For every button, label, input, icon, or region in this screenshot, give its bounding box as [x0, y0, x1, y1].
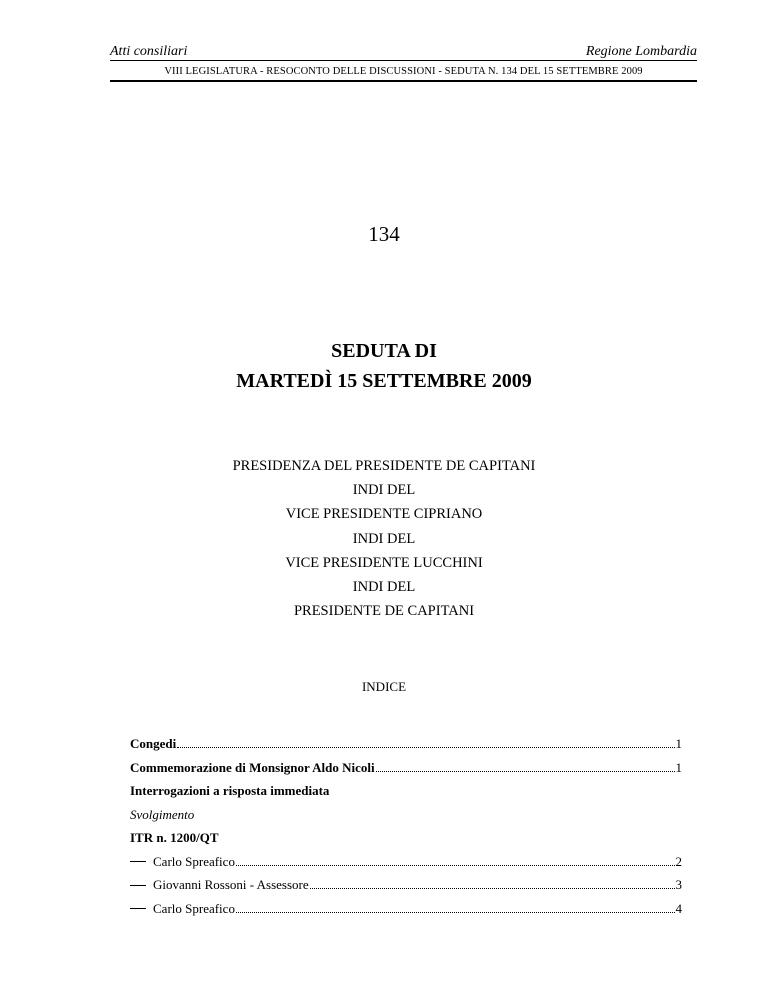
toc-entry-speaker[interactable]	[130, 877, 682, 901]
toc-entry-speaker[interactable]	[130, 854, 682, 878]
header-rule-bottom	[110, 80, 697, 82]
toc-subsection-svolgimento	[130, 807, 682, 831]
presidency-line: VICE PRESIDENTE LUCCHINI	[285, 554, 483, 571]
toc-entry-label: Congedi	[130, 736, 177, 751]
em-dash-marker	[130, 885, 146, 886]
session-title-line1: SEDUTA DI	[331, 340, 437, 362]
presidency-line: INDI DEL	[352, 482, 416, 499]
toc-entry-page: 1	[675, 736, 682, 751]
toc-leader-dots	[236, 854, 675, 866]
session-title	[0, 336, 768, 396]
presidency-line: PRESIDENZA DEL PRESIDENTE DE CAPITANI	[232, 458, 536, 474]
toc-entry-label	[130, 901, 235, 917]
toc-leader-dots	[177, 736, 674, 748]
header-rule-top	[110, 60, 697, 61]
presidency-line: PRESIDENTE DE CAPITANI	[293, 603, 475, 620]
header-right: Regione Lombardia	[585, 44, 697, 59]
presidency-line: VICE PRESIDENTE CIPRIANO	[285, 506, 483, 523]
toc-entry-label	[130, 877, 309, 893]
speaker-name: Giovanni Rossoni - Assessore	[153, 877, 309, 892]
header-left: Atti consiliari	[110, 44, 188, 59]
toc-entry-congedi[interactable]	[130, 736, 682, 760]
toc-entry-speaker[interactable]	[130, 901, 682, 925]
toc-leader-dots	[376, 760, 675, 772]
presidency-line: INDI DEL	[352, 530, 416, 547]
toc-leader-dots	[310, 877, 675, 889]
session-number: 134	[368, 222, 400, 246]
em-dash-marker	[130, 908, 146, 909]
toc-entry-page: 2	[675, 853, 682, 869]
toc-leader-dots	[236, 901, 675, 913]
session-title-line2: MARTEDÌ 15 SETTEMBRE 2009	[236, 370, 532, 392]
presidency-line: INDI DEL	[352, 579, 416, 596]
table-of-contents	[130, 736, 682, 924]
toc-entry-page: 1	[675, 759, 682, 775]
toc-entry-label: Commemorazione di Monsignor Aldo Nicoli	[130, 759, 375, 775]
toc-entry-label	[130, 854, 235, 870]
header-subtitle: VIII LEGISLATURA - RESOCONTO DELLE DISCUSSIONI - SEDUTA N. 134 DEL 15 SETTEMBRE 2009	[164, 66, 643, 77]
em-dash-marker	[130, 861, 146, 862]
index-heading: INDICE	[361, 679, 407, 694]
presidency-block	[0, 454, 768, 623]
toc-entry-commemorazione[interactable]	[130, 760, 682, 784]
toc-itr-label: ITR n. 1200/QT	[130, 830, 219, 845]
speaker-name: Carlo Spreafico	[153, 900, 235, 916]
toc-section-itr	[130, 830, 682, 854]
toc-entry-page: 4	[675, 900, 682, 916]
speaker-name: Carlo Spreafico	[153, 853, 235, 869]
toc-section-interrogazioni	[130, 783, 682, 807]
toc-subsection-label: Svolgimento	[130, 806, 195, 822]
toc-section-label: Interrogazioni a risposta immediata	[130, 783, 330, 798]
toc-entry-page: 3	[675, 877, 682, 892]
